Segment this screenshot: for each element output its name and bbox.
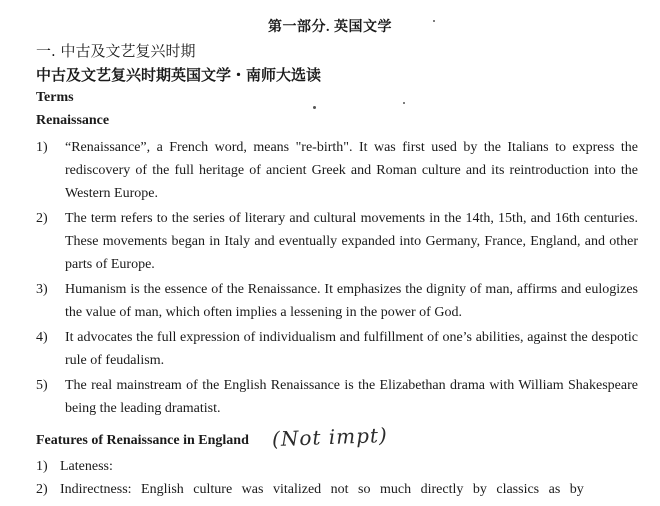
- features-heading: Features of Renaissance in England: [36, 433, 249, 448]
- list-item: [0, 278, 660, 324]
- list-item-text: “Renaissance”, a French word, means "re-birth". It was first used by the Italians to express the rediscovery of the full heritage of ancient Greek and Roman culture and its reintroduction into the Western Europe.: [65, 140, 638, 201]
- list-item-number: 5): [36, 378, 48, 393]
- scan-speck: [313, 106, 316, 109]
- scan-speck: [433, 20, 435, 22]
- list-item-number: 1): [36, 140, 48, 155]
- list-item: [0, 207, 660, 276]
- list-item-number: 4): [36, 330, 48, 345]
- section-title: 一. 中古及文艺复兴时期: [36, 42, 196, 60]
- part-title: 第一部分. 英国文学: [268, 20, 392, 35]
- handwritten-annotation: (Not impt): [271, 422, 389, 452]
- list-item-number: 2): [36, 482, 48, 497]
- list-item: [0, 136, 660, 205]
- terms-heading: Terms: [36, 90, 74, 105]
- list-item-text: Indirectness: English culture was vitalized not so much directly by classics as by: [60, 482, 584, 497]
- scan-speck: [403, 102, 405, 104]
- terms-list: [0, 136, 660, 422]
- list-item-number: 1): [36, 459, 48, 474]
- list-item: [0, 374, 660, 420]
- list-item-number: 3): [36, 282, 48, 297]
- list-item-text: The real mainstream of the English Renaissance is the Elizabethan drama with William Shakespeare being the leading dramatist.: [65, 378, 638, 416]
- list-item: [0, 455, 660, 478]
- features-list: [0, 455, 660, 501]
- list-item-text: Humanism is the essence of the Renaissance. It emphasizes the dignity of man, affirms and eulogizes the value of man, which often implies a lessening in the power of God.: [65, 282, 638, 320]
- list-item-text: It advocates the full expression of individualism and fulfillment of one’s abilities, against the despotic rule of feudalism.: [65, 330, 638, 368]
- list-item-text: The term refers to the series of literary and cultural movements in the 14th, 15th, and 16th centuries. These movements began in Italy and eventually expanded into Germany, France, England, and other parts of Europe.: [65, 211, 638, 272]
- list-item-number: 2): [36, 211, 48, 226]
- list-item: [0, 478, 660, 501]
- list-item: [0, 326, 660, 372]
- renaissance-heading: Renaissance: [36, 113, 110, 128]
- subsection-title: 中古及文艺复兴时期英国文学・南师大选读: [36, 66, 322, 84]
- list-item-text: Lateness:: [60, 459, 113, 474]
